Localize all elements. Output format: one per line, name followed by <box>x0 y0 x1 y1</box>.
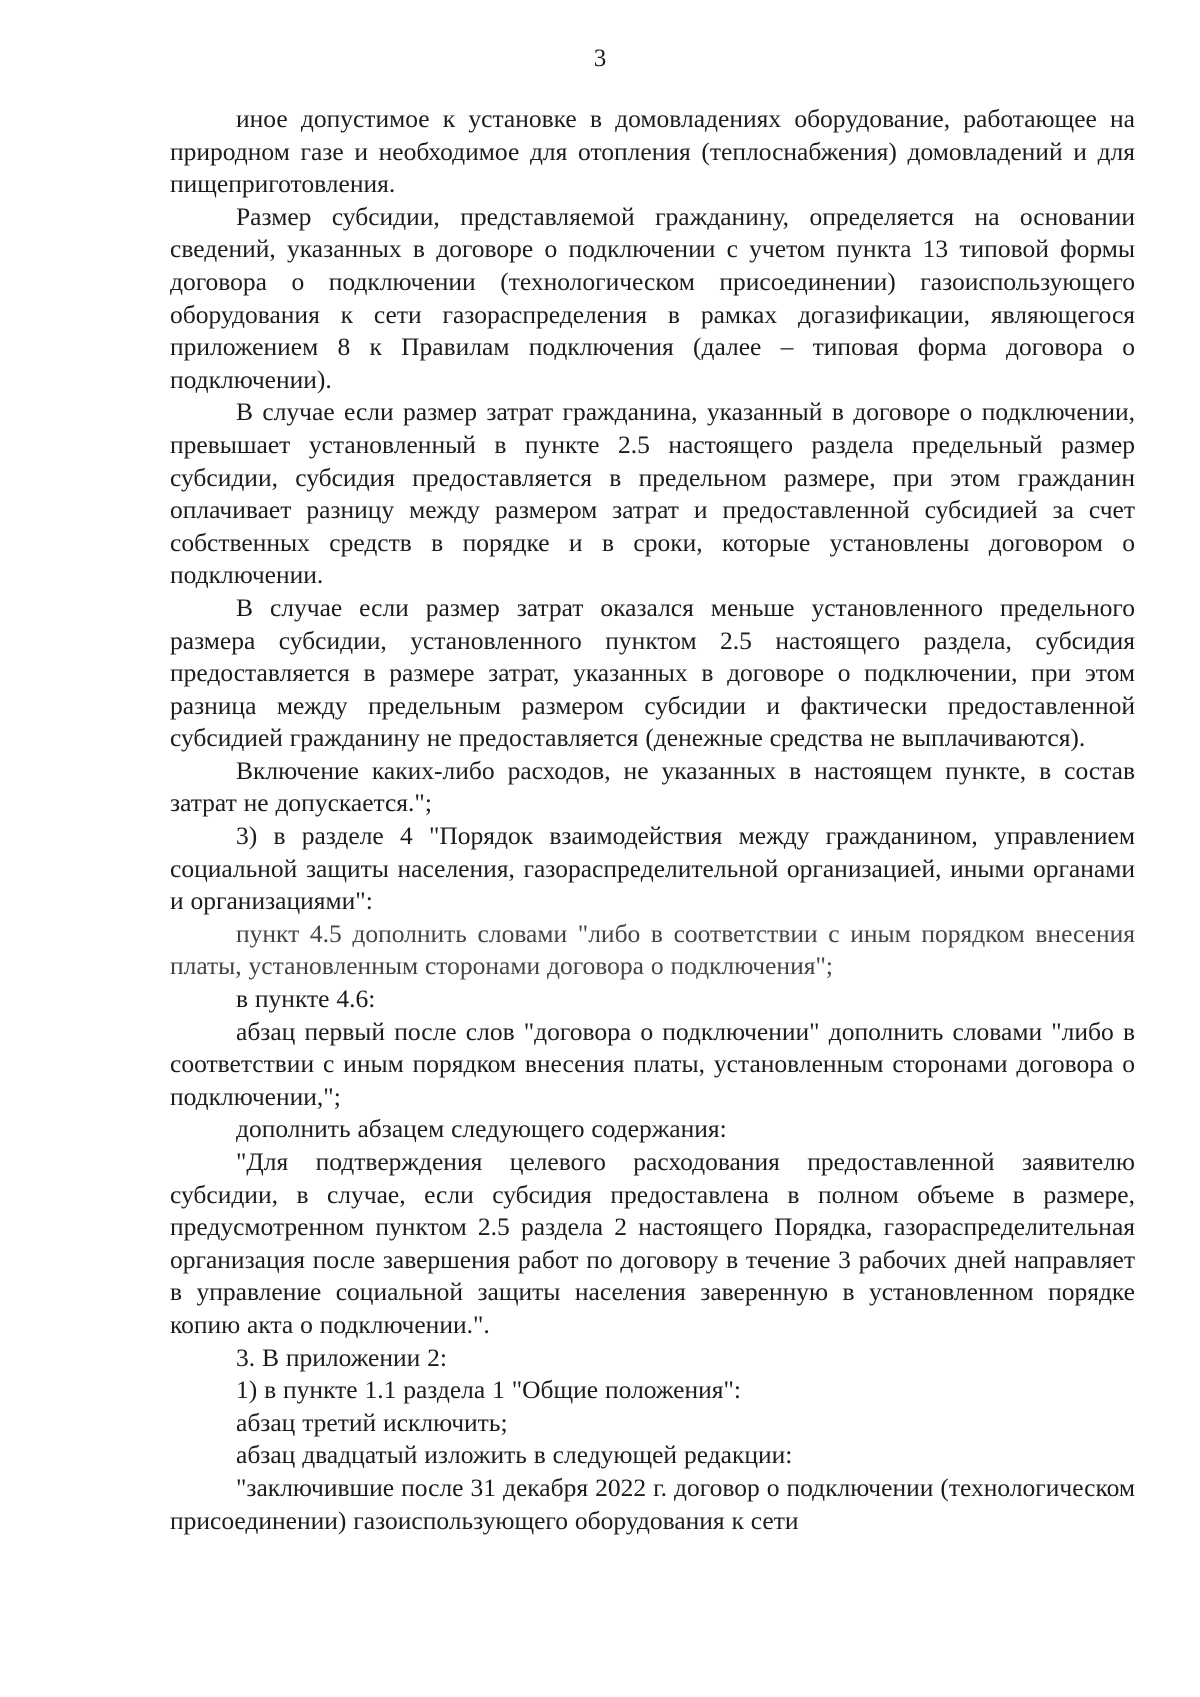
paragraph: 1) в пункте 1.1 раздела 1 "Общие положения": <box>236 1375 742 1405</box>
paragraph: дополнить абзацем следующего содержания: <box>236 1114 727 1144</box>
document-body <box>170 103 1135 1537</box>
paragraph: пункт 4.5 дополнить словами "либо в соответствии с иным порядком внесения платы, установленным сторонами договора о подключения"; <box>170 918 1135 981</box>
paragraph: В случае если размер затрат гражданина, указанный в договоре о подключении, превышает установленный в пункте 2.5 настоящего раздела предельный размер субсидии, субсидия предоставляется в предельном размере, при этом гражданин оплачивает разницу между размером затрат и предоставленной субсидией за счет собственных средств в порядке и в сроки, которые установлены договором о подключении. <box>170 397 1135 590</box>
page-number: 3 <box>593 45 607 72</box>
paragraph: иное допустимое к установке в домовладениях оборудование, работающее на природном газе и необходимое для отопления (теплоснабжения) домовладений и для пищеприготовления. <box>170 104 1135 199</box>
paragraph: Размер субсидии, представляемой гражданину, определяется на основании сведений, указанных в договоре о подключении с учетом пункта 13 типовой формы договора о подключении (технологическом присоединении) газоиспользующего оборудования к сети газораспределения в рамках догазификации, являющегося приложением 8 к Правилам подключения (далее – типовая форма договора о подключении). <box>170 201 1135 394</box>
paragraph: Включение каких-либо расходов, не указанных в настоящем пункте, в состав затрат не допускается."; <box>170 755 1135 818</box>
paragraph: "Для подтверждения целевого расходования предоставленной заявителю субсидии, в случае, если субсидия предоставлена в полном объеме в размере, предусмотренном пунктом 2.5 раздела 2 настоящего Порядка, газораспределительная организация после завершения работ по договору в течение 3 рабочих дней направляет в управление социальной защиты населения заверенную в установленном порядке копию акта о подключении.". <box>170 1147 1135 1339</box>
paragraph: в пункте 4.6: <box>236 984 376 1014</box>
paragraph: абзац двадцатый изложить в следующей редакции: <box>236 1440 793 1470</box>
paragraph: абзац первый после слов "договора о подключении" дополнить словами "либо в соответствии с иным порядком внесения платы, установленным сторонами договора о подключении,"; <box>170 1016 1135 1111</box>
paragraph: 3. В приложении 2: <box>236 1342 448 1372</box>
paragraph: абзац третий исключить; <box>236 1407 508 1437</box>
paragraph: 3) в разделе 4 "Порядок взаимодействия между гражданином, управлением социальной защиты населения, газораспределительной организацией, иными органами и организациями": <box>170 821 1135 916</box>
paragraph: "заключившие после 31 декабря 2022 г. договор о подключении (технологическом присоединении) газоиспользующего оборудования к сети <box>170 1472 1135 1535</box>
paragraph: В случае если размер затрат оказался меньше установленного предельного размера субсидии, установленного пунктом 2.5 настоящего раздела, субсидия предоставляется в размере затрат, указанных в договоре о подключении, при этом разница между предельным размером субсидии и фактически предоставленной субсидией гражданину не предоставляется (денежные средства не выплачиваются). <box>170 592 1135 753</box>
